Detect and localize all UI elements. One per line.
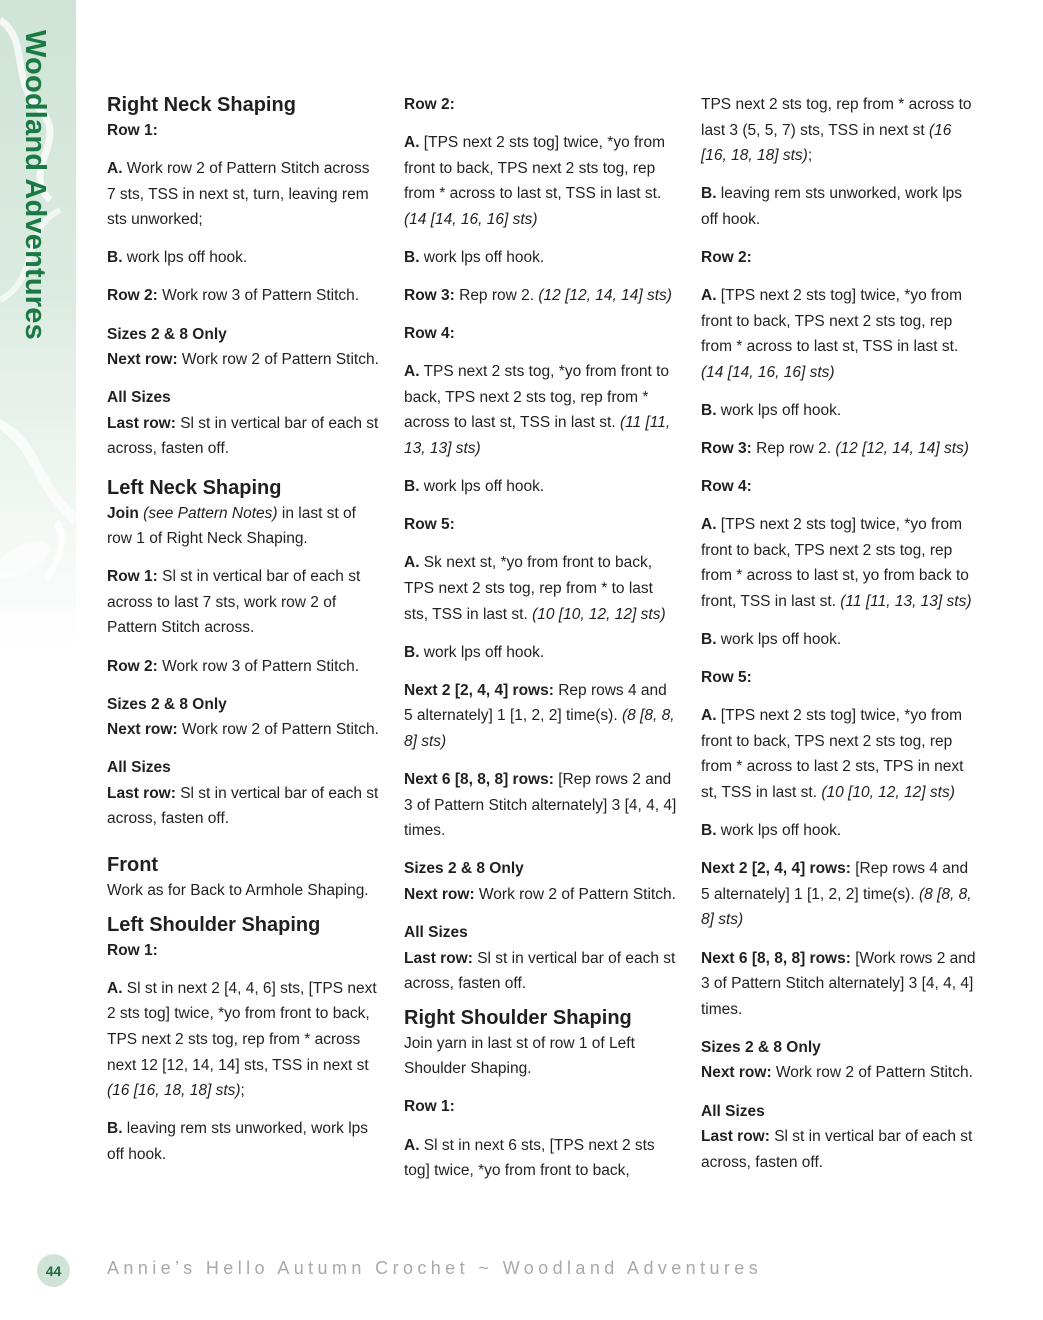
size-instruction: Sizes 2 & 8 Only Next row: Work row 2 of Pattern Stitch. [701, 1038, 973, 1082]
instruction: Join yarn in last st of row 1 of Left Shoulder Shaping. [404, 1034, 635, 1078]
instruction: Row 3: Rep row 2. (12 [12, 14, 14] sts) [404, 287, 672, 305]
row-label: Row 4: [701, 478, 752, 496]
page-number: 44 [37, 1254, 70, 1287]
instruction: A. [TPS next 2 sts tog] twice, *yo from front to back, TPS next 2 sts tog, rep from * across to last st, yo from back to front, TSS in last st. (11 [11, 13, 13] sts) [701, 516, 972, 610]
instruction: A. Sk next st, *yo from front to back, TPS next 2 sts tog, rep from * to last sts, TSS in last st. (10 [10, 12, 12] sts) [404, 554, 666, 623]
running-footer: Annie’s Hello Autumn Crochet ~ Woodland Adventures [107, 1258, 763, 1278]
instruction: A. Sl st in next 2 [4, 4, 6] sts, [TPS next 2 sts tog] twice, *yo from front to back, TPS next 2 sts tog, rep from * across next 12 [12, 14, 14] sts, TSS in next st (16 [16, 18, 18] sts); [107, 979, 377, 1100]
row-label: Row 1: [107, 941, 158, 959]
instruction: A. Sl st in next 6 sts, [TPS next 2 sts tog] twice, *yo from front to back, [404, 1136, 655, 1180]
size-instruction: All Sizes Last row: Sl st in vertical bar of each st across, fasten off. [701, 1102, 973, 1171]
instruction: Row 3: Rep row 2. (12 [12, 14, 14] sts) [701, 440, 969, 458]
instruction: TPS next 2 sts tog, rep from * across to last 3 (5, 5, 7) sts, TSS in next st (16 [16, 18, 18] sts); [701, 96, 972, 165]
row-label: Row 1: [404, 1098, 455, 1116]
section-heading: Front [107, 854, 159, 877]
instruction: A. Work row 2 of Pattern Stitch across 7 sts, TSS in next st, turn, leaving rem sts unworked; [107, 160, 370, 229]
instruction: Next 6 [8, 8, 8] rows: [Rep rows 2 and 3 of Pattern Stitch alternately] 3 [4, 4, 4] times. [404, 770, 677, 840]
instruction: B. work lps off hook. [404, 643, 545, 661]
instruction: B. work lps off hook. [404, 248, 545, 266]
size-instruction: Sizes 2 & 8 Only Next row: Work row 2 of Pattern Stitch. [404, 860, 676, 903]
row-label: Row 2: [701, 248, 752, 266]
size-instruction: All Sizes Last row: Sl st in vertical bar of each st across, fasten off. [107, 759, 379, 828]
column-1 [107, 92, 382, 1180]
sidebar-decoration [0, 0, 76, 650]
size-instruction: Sizes 2 & 8 Only Next row: Work row 2 of Pattern Stitch. [107, 695, 379, 739]
instruction: A. [TPS next 2 sts tog] twice, *yo from front to back, TPS next 2 sts tog, rep from * across to last st, TSS in last st. (14 [14, 16, 16] sts) [404, 134, 666, 228]
section-heading: Right Shoulder Shaping [404, 1006, 632, 1029]
row-label: Row 1: [107, 122, 158, 139]
instruction: Next 6 [8, 8, 8] rows: [Work rows 2 and 3 of Pattern Stitch alternately] 3 [4, 4, 4] times. [701, 949, 976, 1018]
instruction: B. work lps off hook. [701, 631, 842, 649]
instruction: Work as for Back to Armhole Shaping. [107, 882, 369, 900]
row-label: Row 2: [404, 96, 455, 113]
instruction: Row 2: Work row 3 of Pattern Stitch. [107, 657, 360, 675]
row-label: Row 5: [404, 516, 455, 534]
instruction: B. work lps off hook. [107, 249, 248, 267]
instruction: Next 2 [2, 4, 4] rows: Rep rows 4 and 5 alternately] 1 [1, 2, 2] time(s). (8 [8, 8, 8] sts) [404, 681, 675, 750]
instruction: A. TPS next 2 sts tog, *yo from front to back, TPS next 2 sts tog, rep from * across to last st, TSS in last st. (11 [11, 13, 13] sts) [404, 363, 671, 458]
instruction: B. leaving rem sts unworked, work lps off hook. [107, 1120, 369, 1163]
size-instruction: All Sizes Last row: Sl st in vertical bar of each st across, fasten off. [107, 389, 379, 458]
instruction: B. work lps off hook. [404, 478, 545, 496]
instruction: B. work lps off hook. [701, 822, 842, 840]
instruction: A. [TPS next 2 sts tog] twice, *yo from front to back, TPS next 2 sts tog, rep from * across to last st, TSS in last st. (14 [14, 16, 16] sts) [701, 287, 963, 381]
instruction: Row 2: Work row 3 of Pattern Stitch. [107, 287, 360, 305]
row-label: Row 4: [404, 325, 455, 343]
instruction: Join (see Pattern Notes) in last st of row 1 of Right Neck Shaping. [107, 504, 356, 548]
instruction: B. leaving rem sts unworked, work lps off hook. [701, 185, 963, 228]
sidebar-title: Woodland Adventures [19, 30, 51, 340]
column-2 [404, 92, 679, 1196]
instruction: Next 2 [2, 4, 4] rows: [Rep rows 4 and 5 alternately] 1 [1, 2, 2] time(s). (8 [8, 8, 8] sts) [701, 860, 972, 929]
size-instruction: All Sizes Last row: Sl st in vertical bar of each st across, fasten off. [404, 923, 676, 993]
instruction: B. work lps off hook. [701, 401, 842, 419]
section-heading: Left Shoulder Shaping [107, 913, 321, 936]
section-heading: Right Neck Shaping [107, 94, 296, 116]
section-heading: Left Neck Shaping [107, 476, 282, 499]
size-instruction: Sizes 2 & 8 Only Next row: Work row 2 of Pattern Stitch. [107, 325, 379, 369]
instruction: Row 1: Sl st in vertical bar of each st across to last 7 sts, work row 2 of Pattern Stitch across. [107, 568, 361, 637]
column-3 [701, 92, 976, 1188]
instruction: A. [TPS next 2 sts tog] twice, *yo from front to back, TPS next 2 sts tog, rep from * across to last 2 sts, TPS in next st, TSS in last st. (10 [10, 12, 12] sts) [701, 707, 964, 802]
row-label: Row 5: [701, 669, 752, 687]
